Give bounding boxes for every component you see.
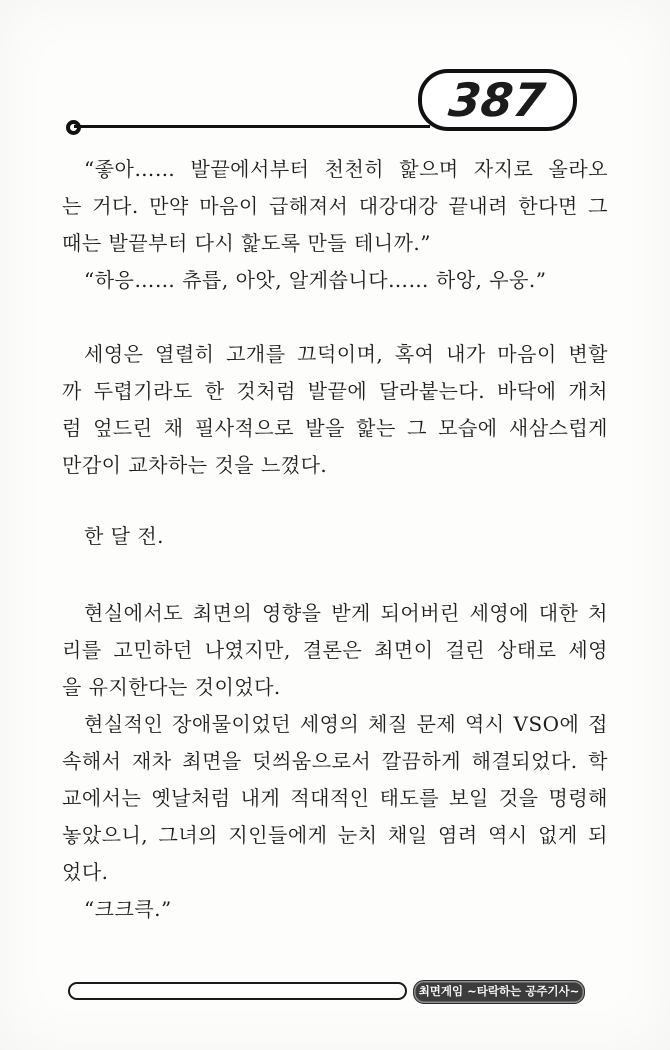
paragraph-dialogue-3 — [62, 891, 608, 928]
series-title-badge — [413, 980, 585, 1004]
text-line: “좋아…… 발끝에서부터 천천히 핥으며 자지로 올라오 — [84, 157, 608, 181]
text-line: 현실적인 장애물이었던 세영의 체질 문제 역시 VSO에 접 — [84, 712, 608, 736]
text-line: 었다. — [62, 860, 109, 884]
page-number-badge — [418, 69, 577, 131]
paragraph-time-skip — [62, 518, 608, 555]
page-number: 387 — [446, 73, 549, 127]
paragraph-dialogue-2 — [62, 262, 608, 299]
text-line: 럼 엎드린 채 필사적으로 발을 핥는 그 모습에 새삼스럽게 — [62, 416, 608, 440]
text-line: 현실에서도 최면의 영향을 받게 되어버린 세영에 대한 처 — [84, 601, 608, 625]
text-line: 놓았으니, 그녀의 지인들에게 눈치 채일 염려 역시 없게 되 — [62, 823, 608, 847]
series-title: 최면게임 ~타락하는 공주기사~ — [418, 984, 580, 999]
text-line: 한 달 전. — [84, 524, 165, 548]
text-line: 을 유지한다는 것이었다. — [62, 675, 281, 699]
paragraph-narration-3 — [62, 706, 608, 891]
text-line: “크크큭.” — [84, 897, 172, 921]
footer-blank-pill — [68, 982, 407, 1000]
paragraph-narration-2 — [62, 595, 608, 706]
text-line: 세영은 열렬히 고개를 끄덕이며, 혹여 내가 마음이 변할 — [84, 342, 608, 366]
text-line: 교에서는 옛날처럼 내게 적대적인 태도를 보일 것을 명령해 — [62, 786, 608, 810]
text-line: 까 두렵기라도 한 것처럼 발끝에 달라붙는다. 바닥에 개처 — [62, 379, 608, 403]
body-text — [62, 151, 608, 928]
text-line: 때는 발끝부터 다시 핥도록 만들 테니까.” — [62, 231, 431, 255]
text-line: 속해서 재차 최면을 덧씌움으로서 깔끔하게 해결되었다. 학 — [62, 749, 608, 773]
header-rule-line — [74, 125, 430, 128]
paragraph-dialogue-1 — [62, 151, 608, 262]
text-line: 만감이 교차하는 것을 느꼈다. — [62, 453, 328, 477]
text-line: 는 거다. 만약 마음이 급해져서 대강대강 끝내려 한다면 그 — [62, 194, 608, 218]
text-line: “하응…… 츄릅, 아앗, 알게씁니다…… 하앙, 우웅.” — [84, 268, 547, 292]
text-line: 리를 고민하던 나였지만, 결론은 최면이 걸린 상태로 세영 — [62, 638, 608, 662]
paragraph-narration-1 — [62, 336, 608, 484]
